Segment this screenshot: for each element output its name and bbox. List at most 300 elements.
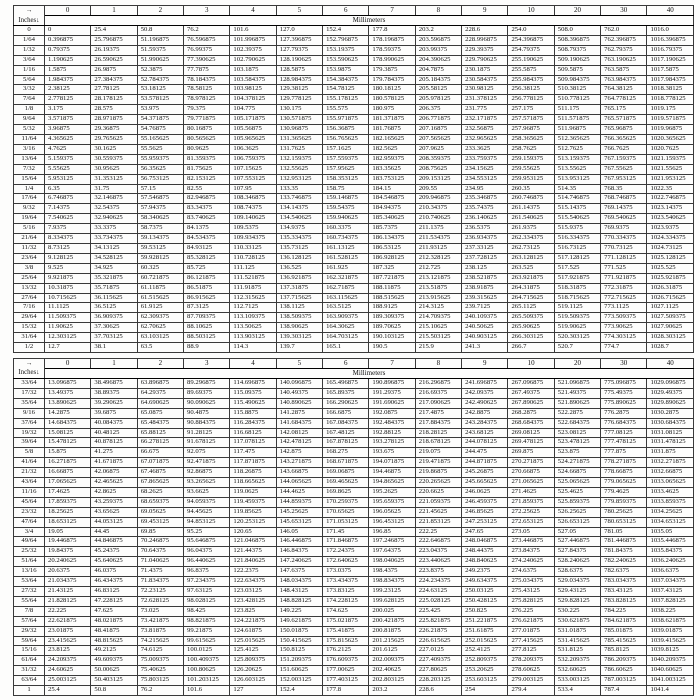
mm-value-cell: 233.3625 xyxy=(462,144,508,154)
mm-value-cell: 225.425 xyxy=(415,606,461,616)
mm-value-cell: 47.228125 xyxy=(91,596,137,606)
mm-value-cell: 83.740625 xyxy=(184,214,230,224)
mm-value-cell: 35.321875 xyxy=(91,273,137,283)
mm-value-cell: 1.5875 xyxy=(45,65,91,75)
mm-value-cell: 64.29375 xyxy=(137,388,183,398)
mm-value-cell: 3.571875 xyxy=(45,115,91,125)
mm-value-cell: 1035.05 xyxy=(647,527,694,537)
mm-value-cell: 60.721875 xyxy=(137,273,183,283)
mm-value-cell: 24.209375 xyxy=(45,656,91,666)
mm-value-cell: 103.1875 xyxy=(230,65,276,75)
mm-value-cell: 257.571875 xyxy=(508,115,554,125)
mm-value-cell: 251.61875 xyxy=(462,626,508,636)
fraction-label-cell: 15/64 xyxy=(14,174,45,184)
mm-value-cell: 123.428125 xyxy=(230,596,276,606)
mm-value-cell: 172.24375 xyxy=(323,547,369,557)
mm-value-cell: 763.984375 xyxy=(601,75,647,85)
mm-value-cell: 15.875 xyxy=(45,448,91,458)
mm-value-cell: 531.8125 xyxy=(554,646,600,656)
mm-value-cell: 248.046875 xyxy=(462,537,508,547)
mm-value-cell: 52.3875 xyxy=(137,65,183,75)
mm-value-cell: 530.225 xyxy=(554,606,600,616)
mm-value-cell: 106.759375 xyxy=(230,154,276,164)
corner-cell xyxy=(14,6,45,26)
mm-value-cell: 260.35 xyxy=(508,184,554,194)
table-row xyxy=(14,537,694,547)
mm-value-cell: 769.14375 xyxy=(601,204,647,214)
mm-value-cell: 1033.065625 xyxy=(647,478,694,488)
fraction-label-cell: 13/64 xyxy=(14,154,45,164)
mm-value-cell: 152.4 xyxy=(323,26,369,36)
column-header: 8 xyxy=(415,6,461,16)
mm-value-cell: 129.38125 xyxy=(276,85,322,95)
mm-value-cell: 51.196875 xyxy=(137,35,183,45)
table-row xyxy=(14,458,694,468)
mm-value-cell: 513.55625 xyxy=(554,164,600,174)
mm-value-cell: 237.33125 xyxy=(462,243,508,253)
mm-value-cell: 76.99375 xyxy=(184,45,230,55)
mm-value-cell: 1023.540625 xyxy=(647,214,694,224)
mm-value-cell: 47.625 xyxy=(91,606,137,616)
mm-value-cell: 769.540625 xyxy=(601,214,647,224)
table-row xyxy=(14,616,694,626)
mm-value-cell: 149.225 xyxy=(276,606,322,616)
mm-value-cell: 200.025 xyxy=(369,606,415,616)
mm-value-cell: 108.346875 xyxy=(230,194,276,204)
mm-value-cell: 1023.9375 xyxy=(647,224,694,234)
mm-value-cell: 279.003125 xyxy=(508,676,554,686)
mm-value-cell: 270.66875 xyxy=(508,468,554,478)
mm-value-cell: 168.671875 xyxy=(323,458,369,468)
mm-value-cell: 228.996875 xyxy=(462,35,508,45)
mm-value-cell: 1031.478125 xyxy=(647,438,694,448)
mm-value-cell: 0.79375 xyxy=(45,45,91,55)
mm-value-cell: 145.653125 xyxy=(276,517,322,527)
mm-value-cell: 68.659375 xyxy=(137,497,183,507)
table-row xyxy=(14,313,694,323)
mm-value-cell: 221.853125 xyxy=(415,517,461,527)
table-row xyxy=(14,65,694,75)
inch-to-mm-table-upper xyxy=(13,5,694,353)
mm-value-cell: 97.63125 xyxy=(184,587,230,597)
mm-value-cell: 176.609375 xyxy=(323,656,369,666)
mm-value-cell: 215.503125 xyxy=(415,333,461,343)
fraction-label-cell: 27/32 xyxy=(14,587,45,597)
table-row xyxy=(14,646,694,656)
mm-value-cell: 776.684375 xyxy=(601,418,647,428)
mm-value-cell: 770.334375 xyxy=(601,234,647,244)
mm-value-cell: 211.534375 xyxy=(415,234,461,244)
mm-value-cell: 18.25625 xyxy=(45,507,91,517)
mm-value-cell: 224.63125 xyxy=(415,587,461,597)
fraction-label-cell: 27/64 xyxy=(14,293,45,303)
mm-value-cell: 510.778125 xyxy=(554,95,600,105)
unit-header-row xyxy=(14,368,694,378)
mm-value-cell: 11.90625 xyxy=(45,323,91,333)
mm-value-cell: 127.79375 xyxy=(276,45,322,55)
mm-value-cell: 0.396875 xyxy=(45,35,91,45)
mm-value-cell: 22.225 xyxy=(45,606,91,616)
mm-value-cell: 220.6625 xyxy=(415,487,461,497)
mm-value-cell: 213.121875 xyxy=(415,273,461,283)
mm-value-cell: 14.684375 xyxy=(45,418,91,428)
mm-value-cell: 785.415625 xyxy=(601,636,647,646)
mm-value-cell: 23.415625 xyxy=(45,636,91,646)
mm-value-cell: 260.746875 xyxy=(508,194,554,204)
mm-value-cell: 67.071875 xyxy=(137,458,183,468)
mm-value-cell: 21.034375 xyxy=(45,577,91,587)
mm-value-cell: 213.51875 xyxy=(415,283,461,293)
fraction-label-cell: 59/64 xyxy=(14,636,45,646)
mm-value-cell: 171.846875 xyxy=(323,537,369,547)
fraction-label-cell: 57/64 xyxy=(14,616,45,626)
column-header: 20 xyxy=(554,6,600,16)
mm-value-cell: 53.578125 xyxy=(137,95,183,105)
mm-value-cell: 138.1125 xyxy=(276,303,322,313)
table-row xyxy=(14,388,694,398)
mm-value-cell: 253.20625 xyxy=(462,666,508,676)
mm-value-cell: 155.971875 xyxy=(323,115,369,125)
fraction-label-cell: 5/8 xyxy=(14,448,45,458)
mm-value-cell: 38.89375 xyxy=(91,388,137,398)
mm-value-cell: 784.225 xyxy=(601,606,647,616)
column-header: 0 xyxy=(45,358,91,368)
fraction-label-cell: 3/32 xyxy=(14,85,45,95)
mm-value-cell: 127.396875 xyxy=(276,35,322,45)
mm-value-cell: 163.5125 xyxy=(323,303,369,313)
mm-value-cell: 243.284375 xyxy=(462,418,508,428)
mm-value-cell: 239.7125 xyxy=(462,303,508,313)
mm-value-cell: 163.909375 xyxy=(323,313,369,323)
mm-value-cell: 5.159375 xyxy=(45,154,91,164)
mm-value-cell: 94.853125 xyxy=(184,517,230,527)
mm-value-cell: 79.771875 xyxy=(184,115,230,125)
mm-value-cell: 134.14375 xyxy=(276,204,322,214)
table-row xyxy=(14,323,694,333)
mm-value-cell: 265.509375 xyxy=(508,313,554,323)
mm-value-cell: 215.10625 xyxy=(415,323,461,333)
mm-value-cell: 151.60625 xyxy=(276,666,322,676)
mm-value-cell: 148.034375 xyxy=(276,577,322,587)
mm-value-cell: 515.9375 xyxy=(554,224,600,234)
mm-value-cell: 250.428125 xyxy=(462,596,508,606)
fraction-label-cell: 35/64 xyxy=(14,398,45,408)
mm-value-cell: 43.259375 xyxy=(91,497,137,507)
mm-value-cell: 1017.190625 xyxy=(647,55,694,65)
mm-value-cell: 92.86875 xyxy=(184,468,230,478)
mm-value-cell: 31.75 xyxy=(91,184,137,194)
mm-value-cell: 262.73125 xyxy=(508,243,554,253)
mm-value-cell: 512.365625 xyxy=(554,135,600,145)
mm-value-cell: 106.3625 xyxy=(230,144,276,154)
table-row xyxy=(14,105,694,115)
mm-value-cell: 160.3375 xyxy=(323,224,369,234)
mm-value-cell: 128.190625 xyxy=(276,55,322,65)
mm-value-cell: 166.290625 xyxy=(323,398,369,408)
mm-value-cell: 532.60625 xyxy=(554,666,600,676)
mm-value-cell: 17.859375 xyxy=(45,497,91,507)
mm-value-cell: 201.6125 xyxy=(369,646,415,656)
mm-value-cell: 186.928125 xyxy=(369,253,415,263)
mm-value-cell: 96.8375 xyxy=(184,567,230,577)
mm-value-cell: 77.7875 xyxy=(184,65,230,75)
table-row xyxy=(14,35,694,45)
mm-value-cell: 1040.209375 xyxy=(647,656,694,666)
mm-value-cell: 270.271875 xyxy=(508,458,554,468)
table-row xyxy=(14,567,694,577)
mm-value-cell: 150.415625 xyxy=(276,636,322,646)
mm-value-cell: 219.86875 xyxy=(415,468,461,478)
mm-value-cell: 778.66875 xyxy=(601,468,647,478)
mm-value-cell: 783.034375 xyxy=(601,577,647,587)
mm-value-cell: 529.43125 xyxy=(554,587,600,597)
mm-value-cell: 202.009375 xyxy=(369,656,415,666)
mm-value-cell: 99.21875 xyxy=(184,626,230,636)
table-row xyxy=(14,517,694,527)
mm-value-cell: 255.5875 xyxy=(508,65,554,75)
mm-value-cell: 33.734375 xyxy=(91,234,137,244)
fraction-label-cell: 3/64 xyxy=(14,55,45,65)
mm-value-cell: 129.778125 xyxy=(276,95,322,105)
mm-value-cell: 112.7125 xyxy=(230,303,276,313)
mm-value-cell: 1037.034375 xyxy=(647,577,694,587)
mm-value-cell: 64.690625 xyxy=(137,398,183,408)
mm-value-cell: 266.303125 xyxy=(508,333,554,343)
mm-value-cell: 180.578125 xyxy=(369,95,415,105)
mm-value-cell: 117.475 xyxy=(230,448,276,458)
mm-value-cell: 119.459375 xyxy=(230,497,276,507)
mm-value-cell: 234.553125 xyxy=(462,174,508,184)
mm-value-cell: 513.159375 xyxy=(554,154,600,164)
mm-value-cell: 123.825 xyxy=(230,606,276,616)
mm-value-cell: 121.046875 xyxy=(230,537,276,547)
mm-value-cell: 227.409375 xyxy=(415,656,461,666)
mm-value-cell: 237.728125 xyxy=(462,253,508,263)
mm-value-cell: 84.1375 xyxy=(184,224,230,234)
mm-value-cell: 114.696875 xyxy=(230,378,276,388)
mm-value-cell: 113.109375 xyxy=(230,313,276,323)
mm-value-cell: 512.7625 xyxy=(554,144,600,154)
mm-value-cell: 275.43125 xyxy=(508,587,554,597)
mm-value-cell: 235.346875 xyxy=(462,194,508,204)
mm-value-cell: 41.275 xyxy=(91,448,137,458)
mm-value-cell: 509.984375 xyxy=(554,75,600,85)
fraction-label-cell: 25/32 xyxy=(14,547,45,557)
mm-value-cell: 236.5375 xyxy=(462,224,508,234)
mm-value-cell: 254 xyxy=(462,686,508,696)
mm-value-cell: 141.684375 xyxy=(276,418,322,428)
mm-value-cell: 76.2 xyxy=(184,26,230,36)
mm-value-cell: 787.003125 xyxy=(601,676,647,686)
column-header: 4 xyxy=(230,358,276,368)
mm-value-cell: 186.134375 xyxy=(369,234,415,244)
mm-value-cell: 164.30625 xyxy=(323,323,369,333)
mm-value-cell: 191.690625 xyxy=(369,398,415,408)
mm-value-cell: 785.01875 xyxy=(601,626,647,636)
mm-value-cell: 228.203125 xyxy=(415,676,461,686)
mm-value-cell: 207.9625 xyxy=(415,144,461,154)
table-row xyxy=(14,303,694,313)
table-row xyxy=(14,527,694,537)
mm-value-cell: 89.296875 xyxy=(184,378,230,388)
mm-value-cell: 782.6375 xyxy=(601,567,647,577)
mm-value-cell: 192.484375 xyxy=(369,418,415,428)
mm-value-cell: 1024.334375 xyxy=(647,234,694,244)
mm-value-cell: 60.325 xyxy=(137,263,183,273)
mm-value-cell: 268.2875 xyxy=(508,408,554,418)
mm-value-cell: 1037.828125 xyxy=(647,596,694,606)
mm-value-cell: 19.84375 xyxy=(45,547,91,557)
table-row xyxy=(14,557,694,567)
mm-value-cell: 45.640625 xyxy=(91,557,137,567)
mm-value-cell: 6.35 xyxy=(45,184,91,194)
mm-value-cell: 1019.175 xyxy=(647,105,694,115)
mm-value-cell: 519.509375 xyxy=(554,313,600,323)
mm-value-cell: 1035.84375 xyxy=(647,547,694,557)
mm-value-cell: 259.159375 xyxy=(508,154,554,164)
mm-value-cell: 509.5875 xyxy=(554,65,600,75)
millimeters-label: Millimeters xyxy=(45,368,694,378)
mm-value-cell: 231.378125 xyxy=(462,95,508,105)
mm-value-cell: 254.79375 xyxy=(508,45,554,55)
mm-value-cell: 86.51875 xyxy=(184,283,230,293)
mm-value-cell: 130.96875 xyxy=(276,125,322,135)
mm-value-cell: 264.715625 xyxy=(508,293,554,303)
mm-value-cell: 514.35 xyxy=(554,184,600,194)
mm-value-cell: 242.09375 xyxy=(462,388,508,398)
mm-value-cell: 119.0625 xyxy=(230,487,276,497)
mm-value-cell: 782.240625 xyxy=(601,557,647,567)
mm-value-cell: 50.00625 xyxy=(91,666,137,676)
fraction-label-cell: 15/16 xyxy=(14,646,45,656)
mm-value-cell: 42.465625 xyxy=(91,478,137,488)
mm-value-cell: 33.3375 xyxy=(91,224,137,234)
column-header: 6 xyxy=(323,358,369,368)
mm-value-cell: 223.04375 xyxy=(415,547,461,557)
mm-value-cell: 30.95625 xyxy=(91,164,137,174)
mm-value-cell: 1041.003125 xyxy=(647,676,694,686)
mm-value-cell: 1031.875 xyxy=(647,448,694,458)
mm-value-cell: 37.30625 xyxy=(91,323,137,333)
fraction-label-cell: 33/64 xyxy=(14,378,45,388)
mm-value-cell: 774.7 xyxy=(601,343,647,353)
mm-value-cell: 178.196875 xyxy=(369,35,415,45)
table-row xyxy=(14,333,694,343)
table-row xyxy=(14,26,694,36)
mm-value-cell: 177.8 xyxy=(369,26,415,36)
mm-value-cell: 173.434375 xyxy=(323,577,369,587)
mm-value-cell: 32.940625 xyxy=(91,214,137,224)
mm-value-cell: 524.66875 xyxy=(554,468,600,478)
mm-value-cell: 1020.365625 xyxy=(647,135,694,145)
mm-value-cell: 217.090625 xyxy=(415,398,461,408)
mm-value-cell: 1032.271875 xyxy=(647,458,694,468)
fraction-label-cell: 13/16 xyxy=(14,567,45,577)
table-row xyxy=(14,224,694,234)
table-row xyxy=(14,636,694,646)
fraction-label-cell: 53/64 xyxy=(14,577,45,587)
mm-value-cell: 145.25625 xyxy=(276,507,322,517)
mm-value-cell: 201.215625 xyxy=(369,636,415,646)
mm-value-cell: 44.45 xyxy=(91,527,137,537)
mm-value-cell: 84.534375 xyxy=(184,234,230,244)
mm-value-cell: 101.6 xyxy=(184,686,230,696)
mm-value-cell: 272.25625 xyxy=(508,507,554,517)
mm-value-cell: 92.075 xyxy=(184,448,230,458)
mm-value-cell: 244.871875 xyxy=(462,458,508,468)
mm-value-cell: 209.946875 xyxy=(415,194,461,204)
mm-value-cell: 765.571875 xyxy=(601,115,647,125)
mm-value-cell: 27.384375 xyxy=(91,75,137,85)
mm-value-cell: 182.165625 xyxy=(369,135,415,145)
mm-value-cell: 12.303125 xyxy=(45,333,91,343)
mm-value-cell: 42.06875 xyxy=(91,468,137,478)
mm-value-cell: 1034.653125 xyxy=(647,517,694,527)
mm-value-cell: 125.015625 xyxy=(230,636,276,646)
mm-value-cell: 165.496875 xyxy=(323,378,369,388)
mm-value-cell: 73.81875 xyxy=(137,626,183,636)
mm-value-cell: 219.471875 xyxy=(415,458,461,468)
mm-value-cell: 46.83125 xyxy=(91,587,137,597)
mm-value-cell: 35.71875 xyxy=(91,283,137,293)
mm-value-cell: 94.45625 xyxy=(184,507,230,517)
mm-value-cell: 189.70625 xyxy=(369,323,415,333)
mm-value-cell: 43.65625 xyxy=(91,507,137,517)
mm-value-cell: 111.91875 xyxy=(230,283,276,293)
mm-value-cell: 102.790625 xyxy=(230,55,276,65)
mm-value-cell: 130.571875 xyxy=(276,115,322,125)
mm-value-cell: 197.246875 xyxy=(369,537,415,547)
table-row xyxy=(14,154,694,164)
mm-value-cell: 150.01875 xyxy=(276,626,322,636)
mm-value-cell: 511.96875 xyxy=(554,125,600,135)
table-row xyxy=(14,428,694,438)
column-header: 3 xyxy=(184,6,230,16)
mm-value-cell: 249.634375 xyxy=(462,577,508,587)
table-row xyxy=(14,547,694,557)
mm-value-cell: 122.2375 xyxy=(230,567,276,577)
mm-value-cell: 172.640625 xyxy=(323,557,369,567)
table-row xyxy=(14,343,694,353)
mm-value-cell: 1019.96875 xyxy=(647,125,694,135)
mm-value-cell: 38.1 xyxy=(91,343,137,353)
mm-value-cell: 25.796875 xyxy=(91,35,137,45)
mm-value-cell: 231.775 xyxy=(462,105,508,115)
mm-value-cell: 763.5875 xyxy=(601,65,647,75)
mm-value-cell: 183.35625 xyxy=(369,164,415,174)
mm-value-cell: 168.275 xyxy=(323,448,369,458)
mm-value-cell: 200.421875 xyxy=(369,616,415,626)
mm-value-cell: 246.459375 xyxy=(462,497,508,507)
mm-value-cell: 209.153125 xyxy=(415,174,461,184)
mm-value-cell: 73.421875 xyxy=(137,616,183,626)
table-row xyxy=(14,378,694,388)
mm-value-cell: 1027.1125 xyxy=(647,303,694,313)
mm-value-cell: 118.665625 xyxy=(230,478,276,488)
mm-value-cell: 1026.715625 xyxy=(647,293,694,303)
mm-value-cell: 531.415625 xyxy=(554,636,600,646)
mm-value-cell: 203.2 xyxy=(415,26,461,36)
mm-value-cell: 525.4625 xyxy=(554,487,600,497)
mm-value-cell: 275.034375 xyxy=(508,577,554,587)
mm-value-cell: 69.85 xyxy=(137,527,183,537)
table-row xyxy=(14,194,694,204)
mm-value-cell: 236.934375 xyxy=(462,234,508,244)
mm-value-cell: 144.859375 xyxy=(276,497,322,507)
fraction-label-cell: 1/2 xyxy=(14,343,45,353)
mm-value-cell: 62.309375 xyxy=(137,313,183,323)
fraction-label-cell: 17/64 xyxy=(14,194,45,204)
